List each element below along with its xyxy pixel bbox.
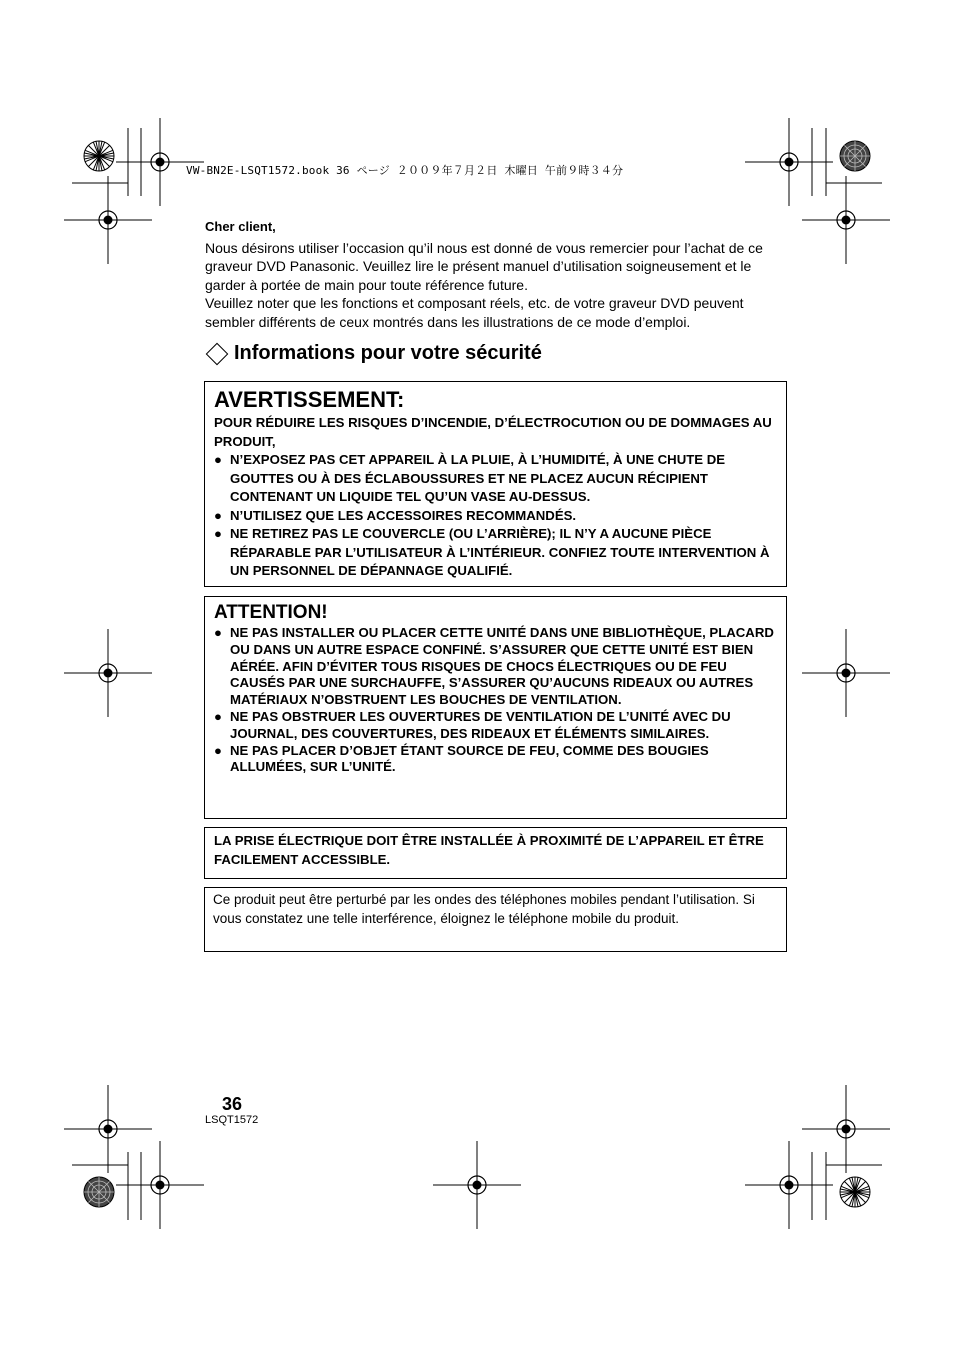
warning-lead: POUR RÉDUIRE LES RISQUES D’INCENDIE, D’ÉLECTROCUTION OU DE DOMMAGES AU PRODUIT,: [214, 415, 772, 449]
bullet-icon: ●: [214, 507, 222, 523]
bullet-icon: ●: [214, 625, 222, 640]
bullet-icon: ●: [214, 526, 222, 541]
intro-paragraph-1: Nous désirons utiliser l’occasion qu’il nous est donné de vous remercier pour l’achat de ce graveur DVD Panasonic. Veuillez lire le présent manuel d’utilisation soigneusement et le garder à portée de main pour toute référence future.: [205, 239, 763, 293]
section-heading: [205, 342, 542, 365]
list-item: ● N’EXPOSEZ PAS CET APPAREIL À LA PLUIE, À L’HUMIDITÉ, À UNE CHUTE DE GOUTTES OU À DES ÉCLABOUSSURES ET NE PLACEZ AUCUN RÉCIPIENT CONTENANT UN LIQUIDE TEL QU’UN VASE AU-DESSUS.: [214, 452, 726, 504]
list-item: ● NE PAS INSTALLER OU PLACER CETTE UNITÉ DANS UNE BIBLIOTHÈQUE, PLACARD OU DANS UN AUTRE ESPACE CONFINÉ. S’ASSURER QUE CETTE UNITÉ EST BIEN AÉRÉE. AFIN D’ÉVITER TOUS RISQUES DE CHOCS ÉLECTRIQUES OU DE FEU CAUSÉS PAR UNE SURCHAUFFE, S’ASSURER QU’AUCUNS RIDEAUX OU AUTRES MATÉRIAUX N’OBSTRUENT LES BOUCHES DE VENTILATION.: [214, 625, 774, 708]
list-item: ● NE RETIREZ PAS LE COUVERCLE (OU L’ARRIÈRE); IL N’Y A AUCUNE PIÈCE RÉPARABLE PAR L’UTILISATEUR À L’INTÉRIEUR. CONFIEZ TOUTE INTERVENTION À UN PERSONNEL DE DÉPANNAGE QUALIFIÉ.: [214, 526, 770, 578]
warning-title: AVERTISSEMENT:: [214, 387, 405, 412]
print-header-info: VW-BN2E-LSQT1572.book 36 ページ ２００９年７月２日 木曜日 午前９時３４分: [186, 164, 624, 177]
bullet-icon: ●: [214, 708, 222, 724]
greeting: Cher client,: [205, 219, 276, 234]
intro-block: [205, 218, 790, 331]
list-item: ● NE PAS OBSTRUER LES OUVERTURES DE VENTILATION DE L’UNITÉ AVEC DU JOURNAL, DES COUVERTURES, DES RIDEAUX ET ÉLÉMENTS SIMILAIRES.: [214, 708, 731, 741]
mobile-notice-box: [204, 887, 787, 952]
plug-notice-text: LA PRISE ÉLECTRIQUE DOIT ÊTRE INSTALLÉE À PROXIMITÉ DE L’APPAREIL ET ÊTRE FACILEMENT ACCESSIBLE.: [214, 833, 764, 867]
document-code: LSQT1572: [205, 1114, 259, 1126]
plug-notice-box: [204, 827, 787, 879]
list-item: ● N’UTILISEZ QUE LES ACCESSOIRES RECOMMANDÉS.: [214, 507, 780, 526]
attention-title: ATTENTION!: [214, 602, 328, 623]
page-number: 36: [222, 1094, 243, 1114]
bullet-icon: ●: [214, 742, 222, 758]
mobile-notice-text: Ce produit peut être perturbé par les ondes des téléphones mobiles pendant l’utilisation. Si vous constatez une telle interférence, éloignez le téléphone mobile du produit.: [213, 892, 755, 926]
diamond-icon: [206, 342, 229, 365]
warning-list: [214, 451, 780, 581]
warning-box: [204, 381, 787, 587]
attention-box: [204, 596, 787, 819]
section-title-text: Informations pour votre sécurité: [234, 342, 542, 364]
list-item: ● NE PAS PLACER D’OBJET ÉTANT SOURCE DE FEU, COMME DES BOUGIES ALLUMÉES, SUR L’UNITÉ.: [214, 742, 709, 775]
intro-paragraph-2: Veuillez noter que les fonctions et composant réels, etc. de votre graveur DVD peuvent sembler différents de ceux montrés dans les illustrations de ce mode d’emploi.: [205, 295, 744, 330]
bullet-icon: ●: [214, 452, 222, 467]
attention-list: [214, 625, 780, 776]
